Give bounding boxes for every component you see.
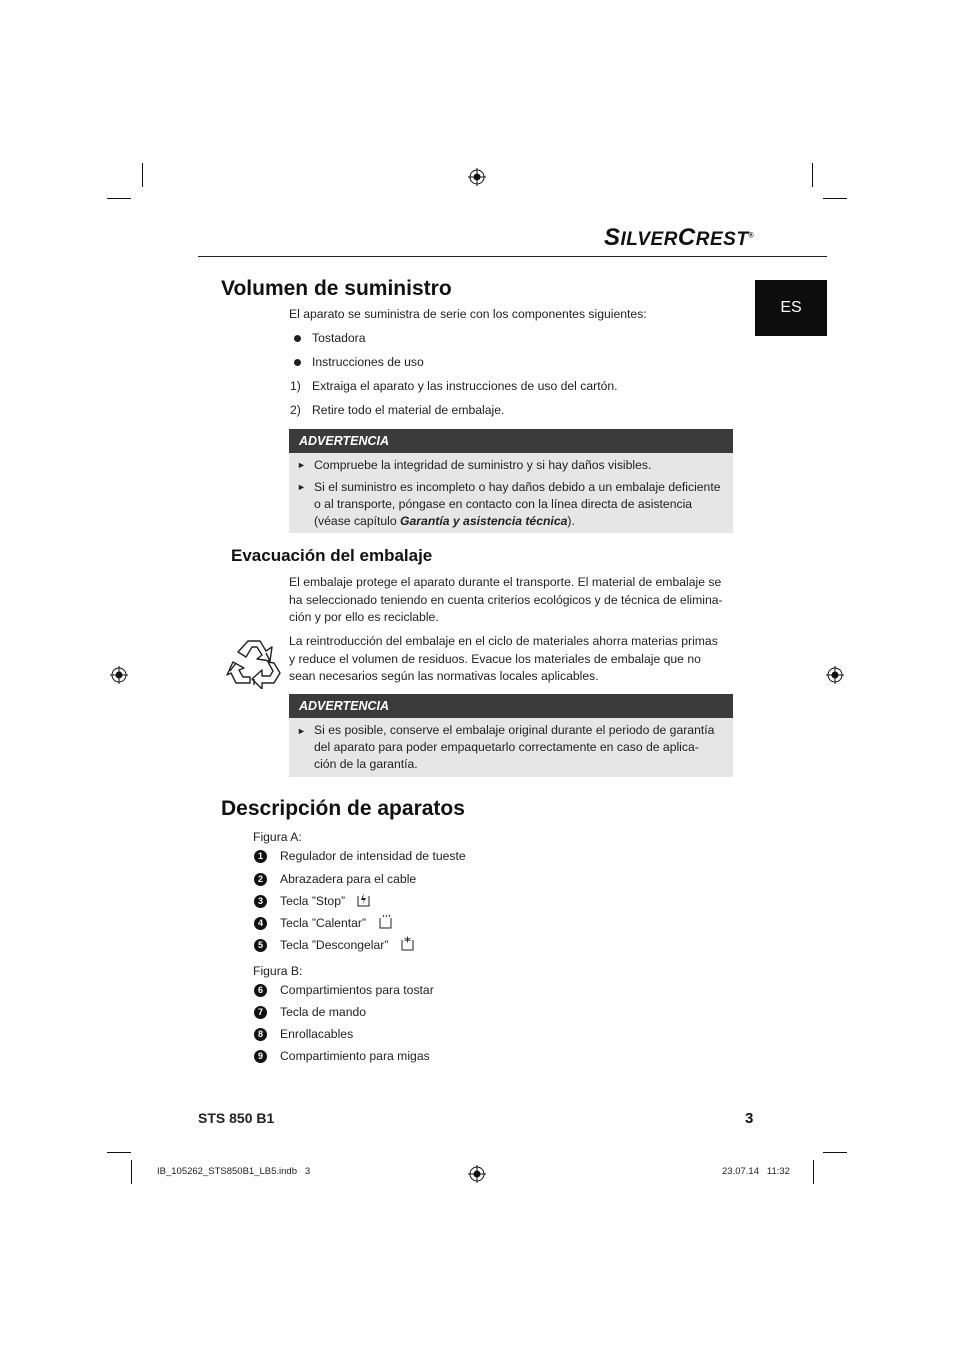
part-label: Compartimientos para tostar: [280, 983, 434, 997]
page-number: 3: [745, 1110, 754, 1127]
crop-mark: [142, 163, 143, 187]
step-number: 1): [290, 379, 301, 393]
arrow-bullet-icon: ►: [297, 726, 306, 736]
part-number-badge: 1: [254, 850, 267, 863]
crop-mark: [131, 1160, 132, 1184]
crop-mark: [107, 1152, 131, 1153]
part-number-badge: 6: [254, 984, 267, 997]
registration-mark-icon: [826, 666, 844, 684]
registration-mark-icon: [110, 666, 128, 684]
part-label: Enrollacables: [280, 1027, 354, 1041]
registration-mark-icon: [468, 168, 486, 186]
header-rule: [198, 256, 827, 257]
disposal-paragraph: La reintroducción del embalaje en el ciclo de materiales ahorra materias primas y reduce el volumen de residuos. Evacue los materiales de embalaje que no sean necesarios según las normativas locales aplicables.: [289, 634, 718, 683]
part-number-badge: 9: [254, 1050, 267, 1063]
supply-item: Instrucciones de uso: [312, 355, 424, 369]
step-number: 2): [290, 403, 301, 417]
recycle-icon: [226, 635, 284, 689]
warning-title: ADVERTENCIA: [289, 694, 733, 718]
part-number-badge: 4: [254, 917, 267, 930]
part-label: Regulador de intensidad de tueste: [280, 849, 466, 863]
figure-label: Figura A:: [253, 830, 302, 844]
crop-mark: [812, 163, 813, 187]
supply-item: Tostadora: [312, 331, 366, 345]
part-label: Compartimiento para migas: [280, 1049, 430, 1063]
defrost-icon: [401, 936, 414, 951]
model-number: STS 850 B1: [198, 1110, 275, 1126]
warning-item: Si es posible, conserve el embalaje original durante el periodo de garantía del aparato para poder empaquetarlo correctamente en caso de aplica- ción de la garantía.: [314, 723, 715, 771]
part-label: Tecla de mando: [280, 1005, 367, 1019]
disposal-paragraph: El embalaje protege el aparato durante el transporte. El material de embalaje se ha seleccionado teniendo en cuenta criterios ecológicos y de técnica de elimina- ción y por ello es reciclable.: [289, 575, 723, 624]
crop-mark: [823, 198, 847, 199]
part-label: Tecla ”Descongelar”: [280, 938, 389, 952]
part-label: Abrazadera para el cable: [280, 872, 417, 886]
part-number-badge: 3: [254, 895, 267, 908]
crop-mark: [107, 198, 131, 199]
part-number-badge: 2: [254, 873, 267, 886]
section-title-supply: Volumen de suministro: [221, 277, 452, 300]
warning-title: ADVERTENCIA: [289, 429, 733, 453]
stop-icon: [357, 892, 370, 907]
reheat-icon: [379, 914, 392, 929]
step-text: Extraiga el aparato y las instrucciones de uso del cartón.: [312, 379, 618, 393]
part-label: Tecla ”Stop”: [280, 894, 346, 908]
print-slug: IB_105262_STS850B1_LB5.indb 3: [157, 1166, 311, 1177]
figure-label: Figura B:: [253, 964, 303, 978]
warning-box: [289, 429, 733, 533]
arrow-bullet-icon: ►: [297, 482, 306, 492]
warning-box: [289, 694, 733, 777]
step-text: Retire todo el material de embalaje.: [312, 403, 505, 417]
crop-mark: [823, 1152, 847, 1153]
crop-mark: [813, 1160, 814, 1184]
print-date: 23.07.14 11:32: [722, 1166, 790, 1177]
part-label: Tecla ”Calentar”: [280, 916, 367, 930]
warning-item: Si el suministro es incompleto o hay daños debido a un embalaje deficiente o al transporte, póngase en contacto con la línea directa de asistencia (véase capítulo Garantía y asistencia técnica).: [314, 480, 721, 528]
part-number-badge: 7: [254, 1006, 267, 1019]
section-title-disposal: Evacuación del embalaje: [231, 546, 433, 565]
brand-logo: SILVERCREST®: [604, 224, 755, 251]
section-title-description: Descripción de aparatos: [221, 797, 465, 820]
part-number-badge: 5: [254, 939, 267, 952]
arrow-bullet-icon: ►: [297, 460, 306, 470]
bullet-dot: [294, 335, 301, 342]
part-number-badge: 8: [254, 1028, 267, 1041]
bullet-dot: [294, 359, 301, 366]
supply-intro: El aparato se suministra de serie con los componentes siguientes:: [289, 307, 647, 321]
warning-item: Compruebe la integridad de suministro y si hay daños visibles.: [314, 458, 652, 472]
language-tab: ES: [755, 280, 827, 336]
registration-mark-icon: [468, 1165, 486, 1183]
